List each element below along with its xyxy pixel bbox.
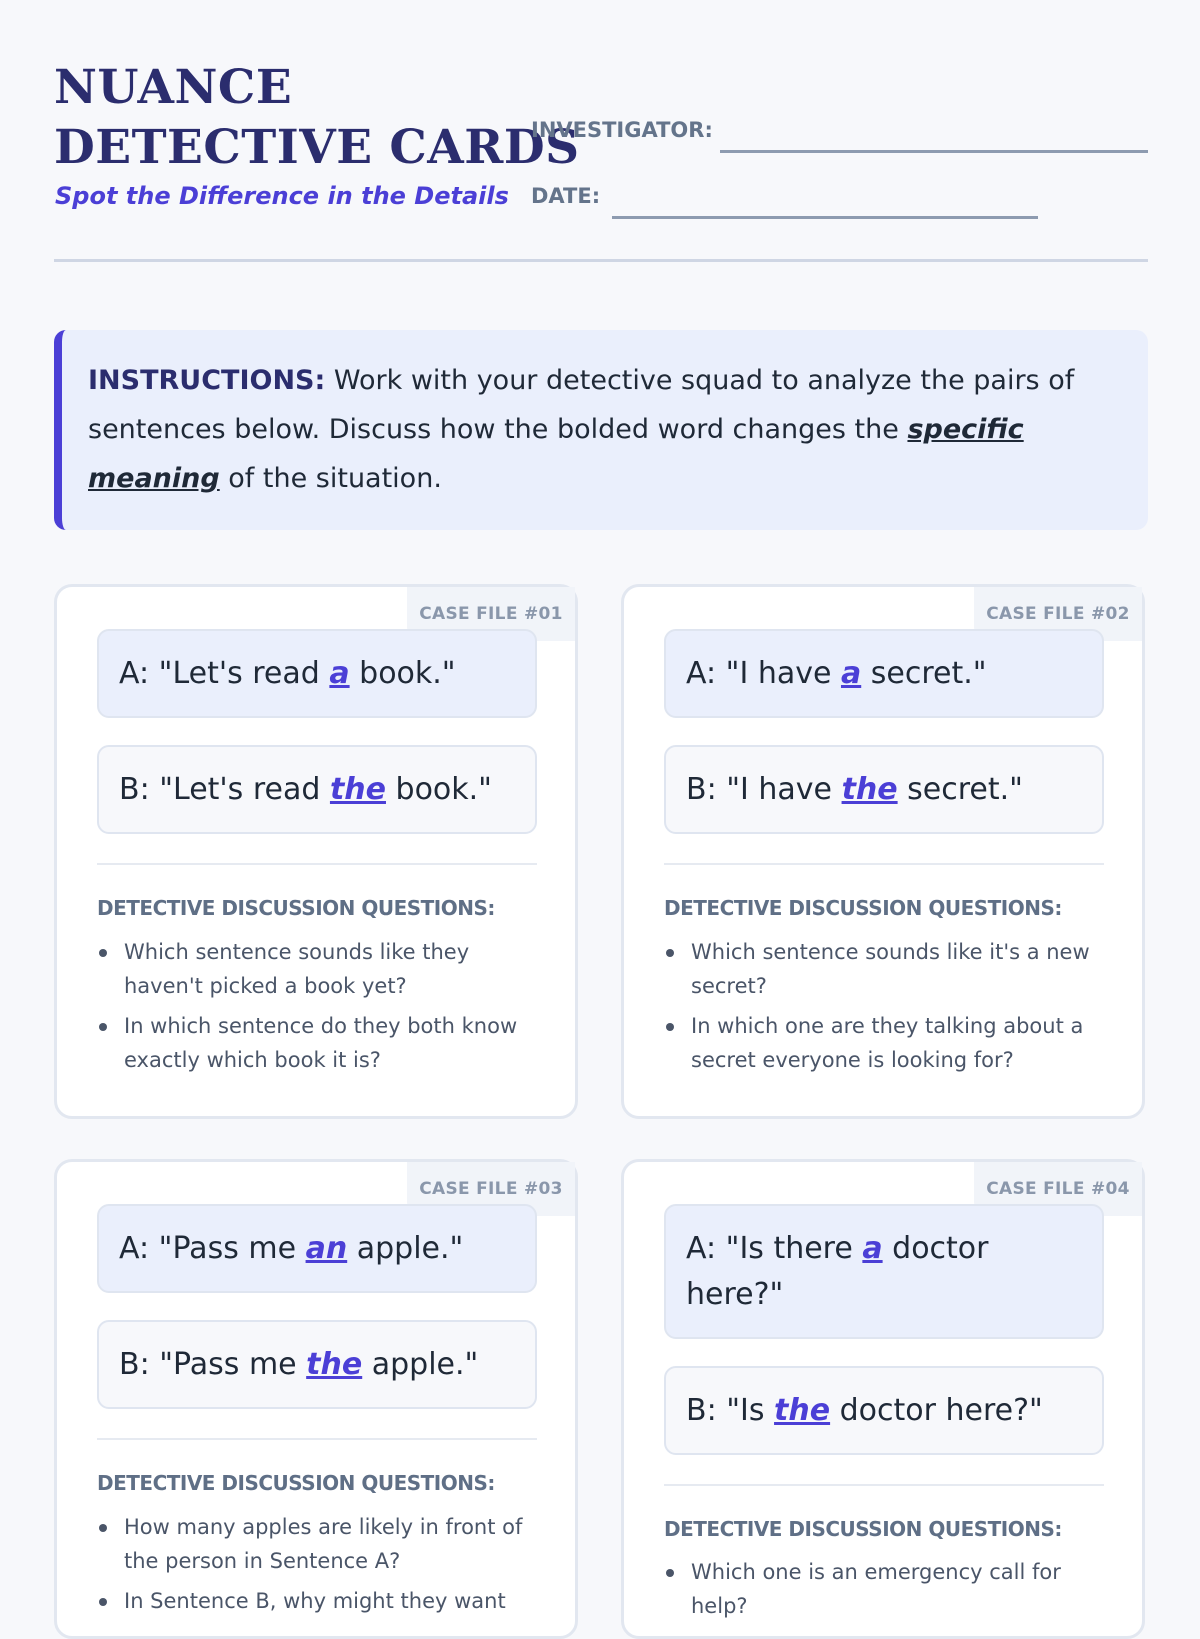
key-word: a bbox=[329, 656, 350, 691]
key-word: the bbox=[774, 1393, 831, 1428]
key-word: the bbox=[841, 772, 898, 807]
question-item: Which sentence sounds like they haven't picked a book yet? bbox=[97, 935, 537, 1003]
card-divider bbox=[664, 1484, 1104, 1486]
sentence-b bbox=[664, 1366, 1104, 1455]
questions-heading: DETECTIVE DISCUSSION QUESTIONS: bbox=[97, 896, 495, 920]
case-card bbox=[54, 1159, 578, 1639]
questions-heading: DETECTIVE DISCUSSION QUESTIONS: bbox=[664, 896, 1062, 920]
instructions-lead: INSTRUCTIONS: bbox=[88, 365, 326, 396]
investigator-label: INVESTIGATOR: bbox=[531, 118, 713, 142]
case-file-tag: CASE FILE #01 bbox=[407, 587, 575, 641]
key-word: a bbox=[840, 656, 862, 691]
sentence-text: B: "Is bbox=[686, 1393, 775, 1428]
date-label: DATE: bbox=[531, 184, 601, 208]
questions-heading: DETECTIVE DISCUSSION QUESTIONS: bbox=[664, 1517, 1062, 1541]
worksheet-header bbox=[54, 58, 1148, 264]
card-divider bbox=[97, 863, 537, 865]
key-word: a bbox=[862, 1231, 883, 1266]
key-word: the bbox=[329, 772, 386, 807]
sentence-text: apple." bbox=[362, 1347, 479, 1382]
question-item: Which one is an emergency call for help? bbox=[664, 1555, 1104, 1623]
sentence-text: A: "I have bbox=[686, 656, 841, 691]
questions-heading: DETECTIVE DISCUSSION QUESTIONS: bbox=[97, 1471, 495, 1495]
date-field[interactable] bbox=[612, 216, 1038, 219]
page-subtitle: Spot the Difference in the Details bbox=[55, 182, 509, 210]
sentence-text: A: "Let's read bbox=[119, 656, 330, 691]
case-file-tag: CASE FILE #02 bbox=[974, 587, 1142, 641]
sentence-b bbox=[97, 1320, 537, 1409]
key-word: the bbox=[306, 1347, 363, 1382]
sentence-text: A: "Is there bbox=[686, 1231, 863, 1266]
sentence-b bbox=[664, 745, 1104, 834]
instructions-text-end: of the situation. bbox=[219, 463, 442, 494]
sentence-b bbox=[97, 745, 537, 834]
sentence-text: B: "Pass me bbox=[119, 1347, 307, 1382]
sentence-a bbox=[97, 629, 537, 718]
sentence-a bbox=[97, 1204, 537, 1293]
title-line-1: NUANCE bbox=[54, 60, 293, 115]
case-file-tag: CASE FILE #03 bbox=[407, 1162, 575, 1216]
question-item: How many apples are likely in front of the person in Sentence A? bbox=[97, 1510, 537, 1578]
sentence-text: book." bbox=[385, 772, 492, 807]
sentence-text: B: "Let's read bbox=[119, 772, 330, 807]
sentence-text: doctor here?" bbox=[686, 1231, 989, 1312]
investigator-field[interactable] bbox=[720, 150, 1148, 153]
sentence-text: book." bbox=[349, 656, 456, 691]
instructions-box bbox=[54, 330, 1148, 530]
instructions-emphasis: specific meaning bbox=[88, 414, 1024, 494]
key-word: an bbox=[305, 1231, 348, 1266]
sentence-a bbox=[664, 629, 1104, 718]
question-item: In Sentence B, why might they want bbox=[97, 1584, 537, 1618]
sentence-text: secret." bbox=[861, 656, 987, 691]
sentence-text: secret." bbox=[897, 772, 1023, 807]
instructions-text: Work with your detective squad to analyze the pairs of sentences below. Discuss how the bolded word changes the bbox=[88, 365, 1075, 445]
title-line-2: DETECTIVE CARDS bbox=[54, 120, 580, 175]
question-item: In which sentence do they both know exactly which book it is? bbox=[97, 1009, 537, 1077]
sentence-text: A: "Pass me bbox=[119, 1231, 306, 1266]
case-file-tag: CASE FILE #04 bbox=[974, 1162, 1142, 1216]
sentence-text: doctor here?" bbox=[830, 1393, 1043, 1428]
sentence-text: B: "I have bbox=[686, 772, 842, 807]
card-divider bbox=[97, 1438, 537, 1440]
questions-list bbox=[664, 935, 1104, 1083]
question-item: Which sentence sounds like it's a new secret? bbox=[664, 935, 1104, 1003]
header-divider bbox=[54, 259, 1148, 262]
case-card bbox=[621, 1159, 1145, 1639]
questions-list bbox=[97, 1510, 537, 1624]
sentence-a bbox=[664, 1204, 1104, 1339]
questions-list bbox=[664, 1555, 1104, 1629]
page-title bbox=[54, 58, 580, 178]
card-divider bbox=[664, 863, 1104, 865]
case-card bbox=[621, 584, 1145, 1119]
question-item: In which one are they talking about a secret everyone is looking for? bbox=[664, 1009, 1104, 1077]
sentence-text: apple." bbox=[347, 1231, 464, 1266]
questions-list bbox=[97, 935, 537, 1083]
case-card bbox=[54, 584, 578, 1119]
